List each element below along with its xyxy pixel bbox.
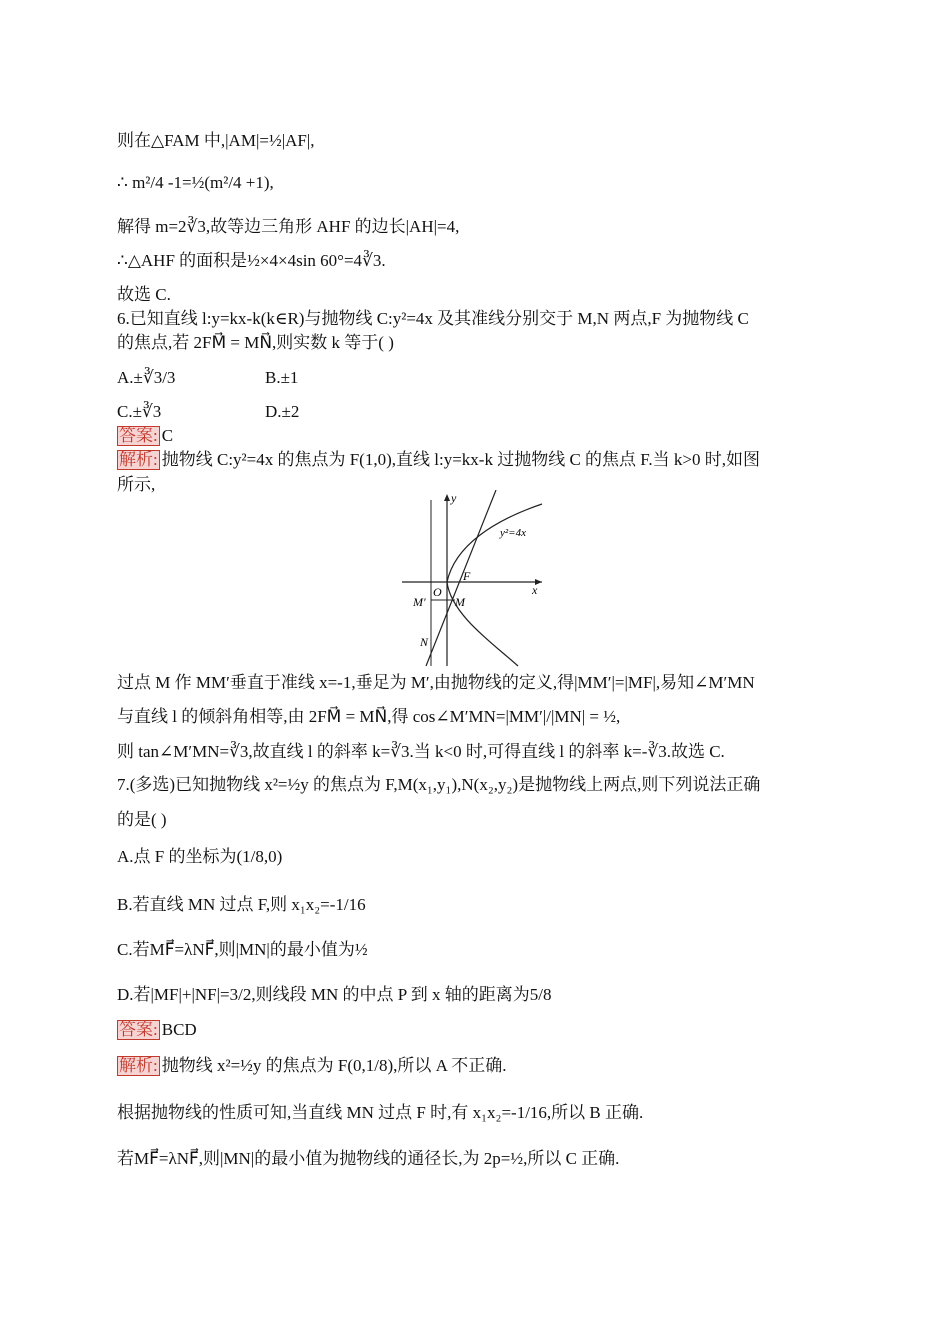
solution-conclusion: 故选 C. [117,285,171,304]
q6-option-a: A.±∛3/3 [117,368,176,387]
q7-analysis-line-3: 若MF⃗=λNF⃗,则|MN|的最小值为抛物线的通径长,为 2p=½,所以 C 正确. [117,1149,620,1168]
q6-option-b: B.±1 [265,368,299,387]
solution-line-2: ∴ m²/4 -1=½(m²/4 +1), [117,173,274,192]
point-m-label: M [455,595,465,609]
q7-stem-line-2: 的是( ) [117,810,167,829]
analysis-label: 解析: [119,450,158,469]
q6-option-d: D.±2 [265,402,300,421]
q7-analysis-line-2: 根据抛物线的性质可知,当直线 MN 过点 F 时,有 x₁x₂=-1/16,所以 B 正确. [117,1103,644,1122]
q6-stem-line-2: 的焦点,若 2FM⃗ = MN⃗,则实数 k 等于( ) [117,333,394,352]
q7-option-a: A.点 F 的坐标为(1/8,0) [117,847,283,866]
q7-option-c: C.若MF⃗=λNF⃗,则|MN|的最小值为½ [117,940,368,959]
solution-line-3: 解得 m=2∛3,故等边三角形 AHF 的边长|AH|=4, [117,217,460,236]
parabola-curve [447,504,542,666]
q7-stem-line-1: 7.(多选)已知抛物线 x²=½y 的焦点为 F,M(x₁,y₁),N(x₂,y₂)是抛物线上两点,则下列说法正确 [117,775,761,794]
y-axis-arrow [444,494,450,501]
answer-value: C [161,426,174,445]
q7-answer [117,1020,197,1040]
q6-reasoning-line-3: 则 tan∠M′MN=∛3,故直线 l 的斜率 k=∛3.当 k<0 时,可得直线 l 的斜率 k=-∛3.故选 C. [117,742,725,761]
y-axis-label: y [451,491,457,505]
curve-label: y²=4x [500,527,526,539]
analysis-text: 抛物线 C:y²=4x 的焦点为 F(1,0),直线 l:y=kx-k 过抛物线 C 的焦点 F.当 k>0 时,如图 [161,450,760,469]
q6-option-c: C.±∛3 [117,402,162,421]
parabola-figure [400,490,550,668]
q6-answer [117,426,173,446]
q6-analysis-line-1 [117,450,760,470]
solution-line-4: ∴△AHF 的面积是½×4×4sin 60°=4∛3. [117,251,386,270]
point-m-prime-label: M' [413,595,426,609]
line-l [426,490,496,666]
solution-line-1: 则在△FAM 中,|AM|=½|AF|, [117,131,315,150]
q6-reasoning-line-2: 与直线 l 的倾斜角相等,由 2FM⃗ = MN⃗,得 cos∠M′MN=|MM′|/|MN| = ½, [117,707,621,726]
q6-reasoning-line-1: 过点 M 作 MM′垂直于准线 x=-1,垂足为 M′,由抛物线的定义,得|MM′|=|MF|,易知∠M′MN [117,673,755,692]
point-n-label: N [420,635,429,649]
answer-label: 答案: [119,1020,158,1039]
q6-stem-line-1: 6.已知直线 l:y=kx-k(k∈R)与抛物线 C:y²=4x 及其准线分别交于 M,N 两点,F 为抛物线 C [117,309,749,328]
x-axis-label: x [532,583,538,597]
point-f-label: F [463,569,471,583]
q7-option-d: D.若|MF|+|NF|=3/2,则线段 MN 的中点 P 到 x 轴的距离为5/8 [117,985,552,1004]
q7-analysis-line-1 [117,1056,507,1076]
answer-value: BCD [161,1020,197,1039]
q7-option-b: B.若直线 MN 过点 F,则 x₁x₂=-1/16 [117,895,366,914]
answer-label: 答案: [119,426,158,445]
analysis-text: 抛物线 x²=½y 的焦点为 F(0,1/8),所以 A 不正确. [161,1056,507,1075]
q6-analysis-line-2: 所示, [117,475,156,494]
origin-label: O [433,585,442,599]
analysis-label: 解析: [119,1056,158,1075]
